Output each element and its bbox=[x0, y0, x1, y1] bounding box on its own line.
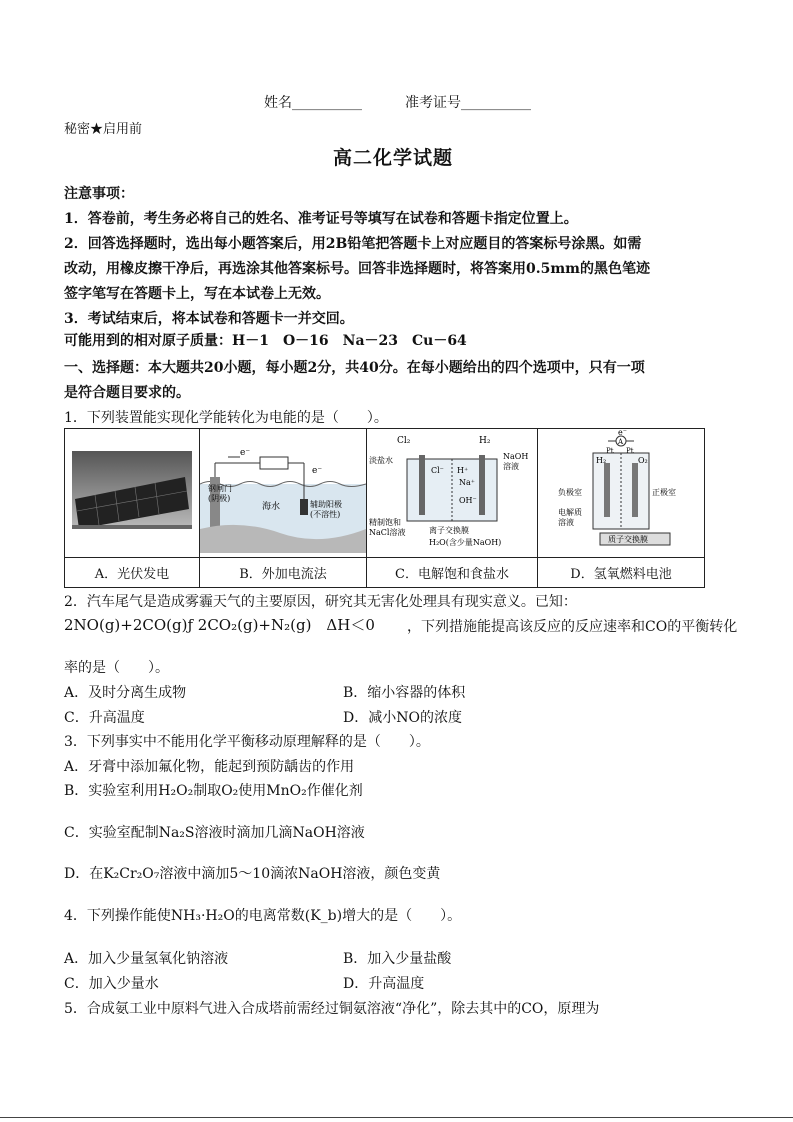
q2-option-d[interactable]: D．减小NO的浓度 bbox=[343, 710, 462, 726]
fig-c-dilute-brine: 淡盐水 bbox=[369, 456, 393, 465]
fig-d-ammeter: A bbox=[618, 438, 624, 446]
name-field: 姓名__________ bbox=[264, 95, 362, 111]
fig-c-oh-ion: OH⁻ bbox=[459, 496, 477, 505]
fig-d-positive: 正极室 bbox=[652, 488, 676, 497]
notice-item-2c: 签字笔写在答题卡上，写在本试卷上无效。 bbox=[64, 286, 330, 302]
fig-d-solution: 溶液 bbox=[558, 518, 574, 527]
fig-c-membrane: 离子交换膜 bbox=[429, 526, 469, 535]
notice-item-2b: 改动，用橡皮擦干净后，再选涂其他答案标号。回答非选择题时，将答案用0.5mm的黑色笔迹 bbox=[64, 261, 650, 277]
q2-stem-tail: ，下列措施能提高该反应的反应速率和CO的平衡转化 bbox=[407, 619, 738, 635]
atomic-mass: 可能用到的相对原子质量：H－1 O－16 Na－23 Cu－64 bbox=[64, 333, 467, 349]
q3-option-b[interactable]: B．实验室利用H₂O₂制取O₂使用MnO₂作催化剂 bbox=[64, 783, 363, 799]
fig-d-electrolyte: 电解质 bbox=[558, 508, 582, 517]
fuel-cell-diagram bbox=[538, 429, 704, 553]
q1-fig-c bbox=[367, 429, 538, 558]
q1-stem: 1．下列装置能实现化学能转化为电能的是（ ）。 bbox=[64, 410, 388, 426]
q5-stem: 5．合成氨工业中原料气进入合成塔前需经过铜氨溶液“净化”，除去其中的CO，原理为 bbox=[64, 1001, 600, 1017]
fig-d-o2: O₂ bbox=[638, 456, 648, 465]
solar-panel-photo bbox=[65, 429, 199, 553]
q1-option-b[interactable]: B．外加电流法 bbox=[200, 558, 367, 588]
fig-b-cathode-label: (阴极) bbox=[208, 494, 231, 503]
electrolysis-cell-diagram bbox=[367, 429, 537, 553]
q3-option-a[interactable]: A．牙膏中添加氟化物，能起到预防龋齿的作用 bbox=[64, 759, 355, 775]
fig-b-insoluble-label: (不溶性) bbox=[310, 510, 341, 519]
fig-d-pt1: Pt bbox=[606, 447, 614, 455]
q3-option-c[interactable]: C．实验室配制Na₂S溶液时滴加几滴NaOH溶液 bbox=[64, 825, 365, 841]
fig-b-gate-label: 钢闸门 bbox=[208, 484, 232, 493]
q1-option-c[interactable]: C．电解饱和食盐水 bbox=[367, 558, 538, 588]
q2-option-b[interactable]: B．缩小容器的体积 bbox=[343, 685, 466, 701]
fig-c-saturated: 精制饱和 bbox=[369, 518, 401, 527]
notice-item-1: 1．答卷前，考生务必将自己的姓名、准考证号等填写在试卷和答题卡指定位置上。 bbox=[64, 211, 578, 227]
secret-label: 秘密★启用前 bbox=[64, 122, 143, 137]
exam-id-field: 准考证号__________ bbox=[405, 95, 531, 111]
fig-c-h2: H₂ bbox=[479, 436, 491, 446]
q4-option-b[interactable]: B．加入少量盐酸 bbox=[343, 951, 452, 967]
fig-b-electron-1: e⁻ bbox=[240, 448, 251, 458]
q2-stem-2: 率的是（ ）。 bbox=[64, 660, 169, 676]
q2-option-c[interactable]: C．升高温度 bbox=[64, 710, 145, 726]
notice-item-3: 3．考试结束后，将本试卷和答题卡一并交回。 bbox=[64, 311, 354, 327]
fig-c-solution: 溶液 bbox=[503, 462, 519, 471]
page-bottom-rule bbox=[0, 1117, 793, 1118]
q2-option-a[interactable]: A．及时分离生成物 bbox=[64, 685, 187, 701]
q4-option-a[interactable]: A．加入少量氢氧化钠溶液 bbox=[64, 951, 229, 967]
fig-c-na-ion: Na⁺ bbox=[459, 478, 475, 487]
fig-d-negative: 负极室 bbox=[558, 488, 582, 497]
q3-stem: 3．下列事实中不能用化学平衡移动原理解释的是（ ）。 bbox=[64, 734, 430, 750]
fig-d-membrane: 质子交换膜 bbox=[608, 535, 648, 544]
q4-option-d[interactable]: D．升高温度 bbox=[343, 976, 425, 992]
fig-c-water: H₂O(含少量NaOH) bbox=[429, 538, 502, 547]
q1-figure-table bbox=[64, 428, 705, 588]
q1-fig-a bbox=[65, 429, 200, 558]
section1-line2: 是符合题目要求的。 bbox=[64, 385, 190, 401]
notice-item-2a: 2．回答选择题时，选出每小题答案后，用2B铅笔把答题卡上对应题目的答案标号涂黑。如需 bbox=[64, 236, 642, 252]
section1-line1: 一、选择题：本大题共20小题，每小题2分，共40分。在每小题给出的四个选项中，只有一项 bbox=[64, 360, 645, 376]
fig-c-cl2: Cl₂ bbox=[397, 436, 411, 446]
fig-d-electron: e⁻ bbox=[618, 429, 627, 437]
q1-option-a[interactable]: A．光伏发电 bbox=[65, 558, 200, 588]
q2-stem: 2．汽车尾气是造成雾霾天气的主要原因，研究其无害化处理具有现实意义。已知： bbox=[64, 594, 577, 610]
q4-option-c[interactable]: C．加入少量水 bbox=[64, 976, 159, 992]
fig-d-pt2: Pt bbox=[626, 447, 634, 455]
fig-c-naoh: NaOH bbox=[503, 452, 529, 461]
q1-fig-b bbox=[200, 429, 367, 558]
fig-b-electron-2: e⁻ bbox=[312, 466, 323, 476]
q3-option-d[interactable]: D．在K₂Cr₂O₇溶液中滴加5～10滴浓NaOH溶液，颜色变黄 bbox=[64, 866, 441, 882]
q2-equation: 2NO(g)+2CO(g)ƒ 2CO₂(g)+N₂(g) ΔH＜0 bbox=[64, 616, 375, 634]
fig-b-anode-label: 辅助阳极 bbox=[310, 500, 342, 509]
impressed-current-diagram bbox=[200, 429, 366, 553]
page-title: 高二化学试题 bbox=[333, 147, 454, 169]
q1-fig-d bbox=[538, 429, 705, 558]
fig-c-h-ion: H⁺ bbox=[457, 466, 469, 475]
fig-c-nacl: NaCl溶液 bbox=[369, 528, 406, 537]
fig-b-seawater-label: 海水 bbox=[262, 502, 281, 512]
fig-d-h2: H₂ bbox=[596, 456, 607, 465]
notice-heading: 注意事项： bbox=[64, 186, 134, 202]
fig-c-cl-ion: Cl⁻ bbox=[431, 466, 444, 475]
q4-stem: 4．下列操作能使NH₃·H₂O的电离常数(K_b)增大的是（ ）。 bbox=[64, 908, 462, 924]
q1-option-d[interactable]: D．氢氧燃料电池 bbox=[538, 558, 705, 588]
